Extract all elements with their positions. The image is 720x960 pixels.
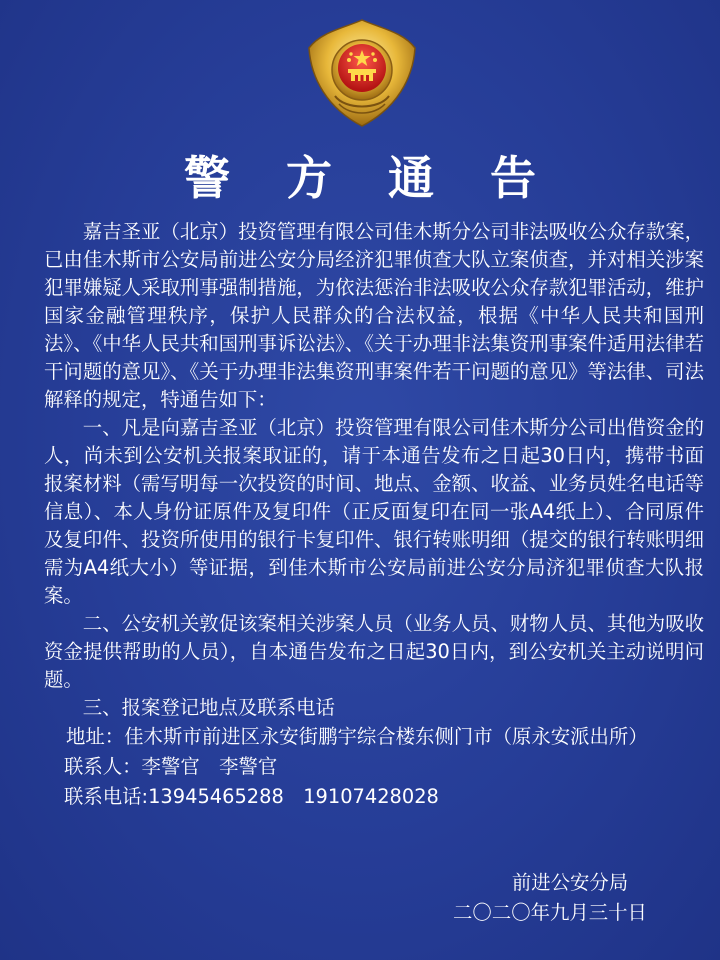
notice-signature bbox=[450, 868, 650, 928]
notice-title: 警 方 通 告 bbox=[183, 151, 557, 205]
notice-paragraph-intro: 嘉吉圣亚（北京）投资管理有限公司佳木斯分公司非法吸收公众存款案，已由佳木斯市公安局前进公安分局经济犯罪侦查大队立案侦查，并对相关涉案犯罪嫌疑人采取刑事强制措施，为依法惩治非法吸收公众存款犯罪活动，维护国家金融管理秩序，保护人民群众的合法权益，根据《中华人民共和国刑法》、《中华人民共和国刑事诉讼法》、《关于办理非法集资刑事案件适用法律若干问题的意见》、《关于办理非法集资刑事案件若干问题的意见》等法律、司法解释的规定，特通告如下： bbox=[44, 220, 704, 411]
report-address: 地址：佳木斯市前进区永安街鹏宇综合楼东侧门市（原永安派出所） bbox=[66, 725, 648, 748]
notice-paragraph-item-2: 二、公安机关敦促该案相关涉案人员（业务人员、财物人员、其他为吸收资金提供帮助的人员），自本通告发布之日起30日内，到公安机关主动说明问题。 bbox=[44, 612, 704, 691]
notice-paragraph-item-3: 三、报案登记地点及联系电话 bbox=[82, 696, 335, 719]
notice-paragraph-item-1: 一、凡是向嘉吉圣亚（北京）投资管理有限公司佳木斯分公司出借资金的人，尚未到公安机关报案取证的，请于本通告发布之日起30日内，携带书面报案材料（需写明每一次投资的时间、地点、金额、收益、业务员姓名电话等信息）、本人身份证原件及复印件（正反面复印在同一张A4纸上）、合同原件及复印件、投资所使用的银行卡复印件、银行转账明细（提交的银行转账明细需为A4纸大小）等证据，到佳木斯市公安局前进公安分局济犯罪侦查大队报案。 bbox=[44, 416, 704, 607]
police-badge-icon bbox=[305, 18, 419, 128]
issuer-name: 前进公安分局 bbox=[511, 871, 629, 894]
contact-persons: 联系人：李警官 李警官 bbox=[64, 755, 278, 778]
contact-phones: 联系电话:13945465288 19107428028 bbox=[64, 785, 439, 808]
issue-date: 二〇二〇年九月三十日 bbox=[453, 901, 647, 924]
notice-body bbox=[44, 218, 704, 812]
